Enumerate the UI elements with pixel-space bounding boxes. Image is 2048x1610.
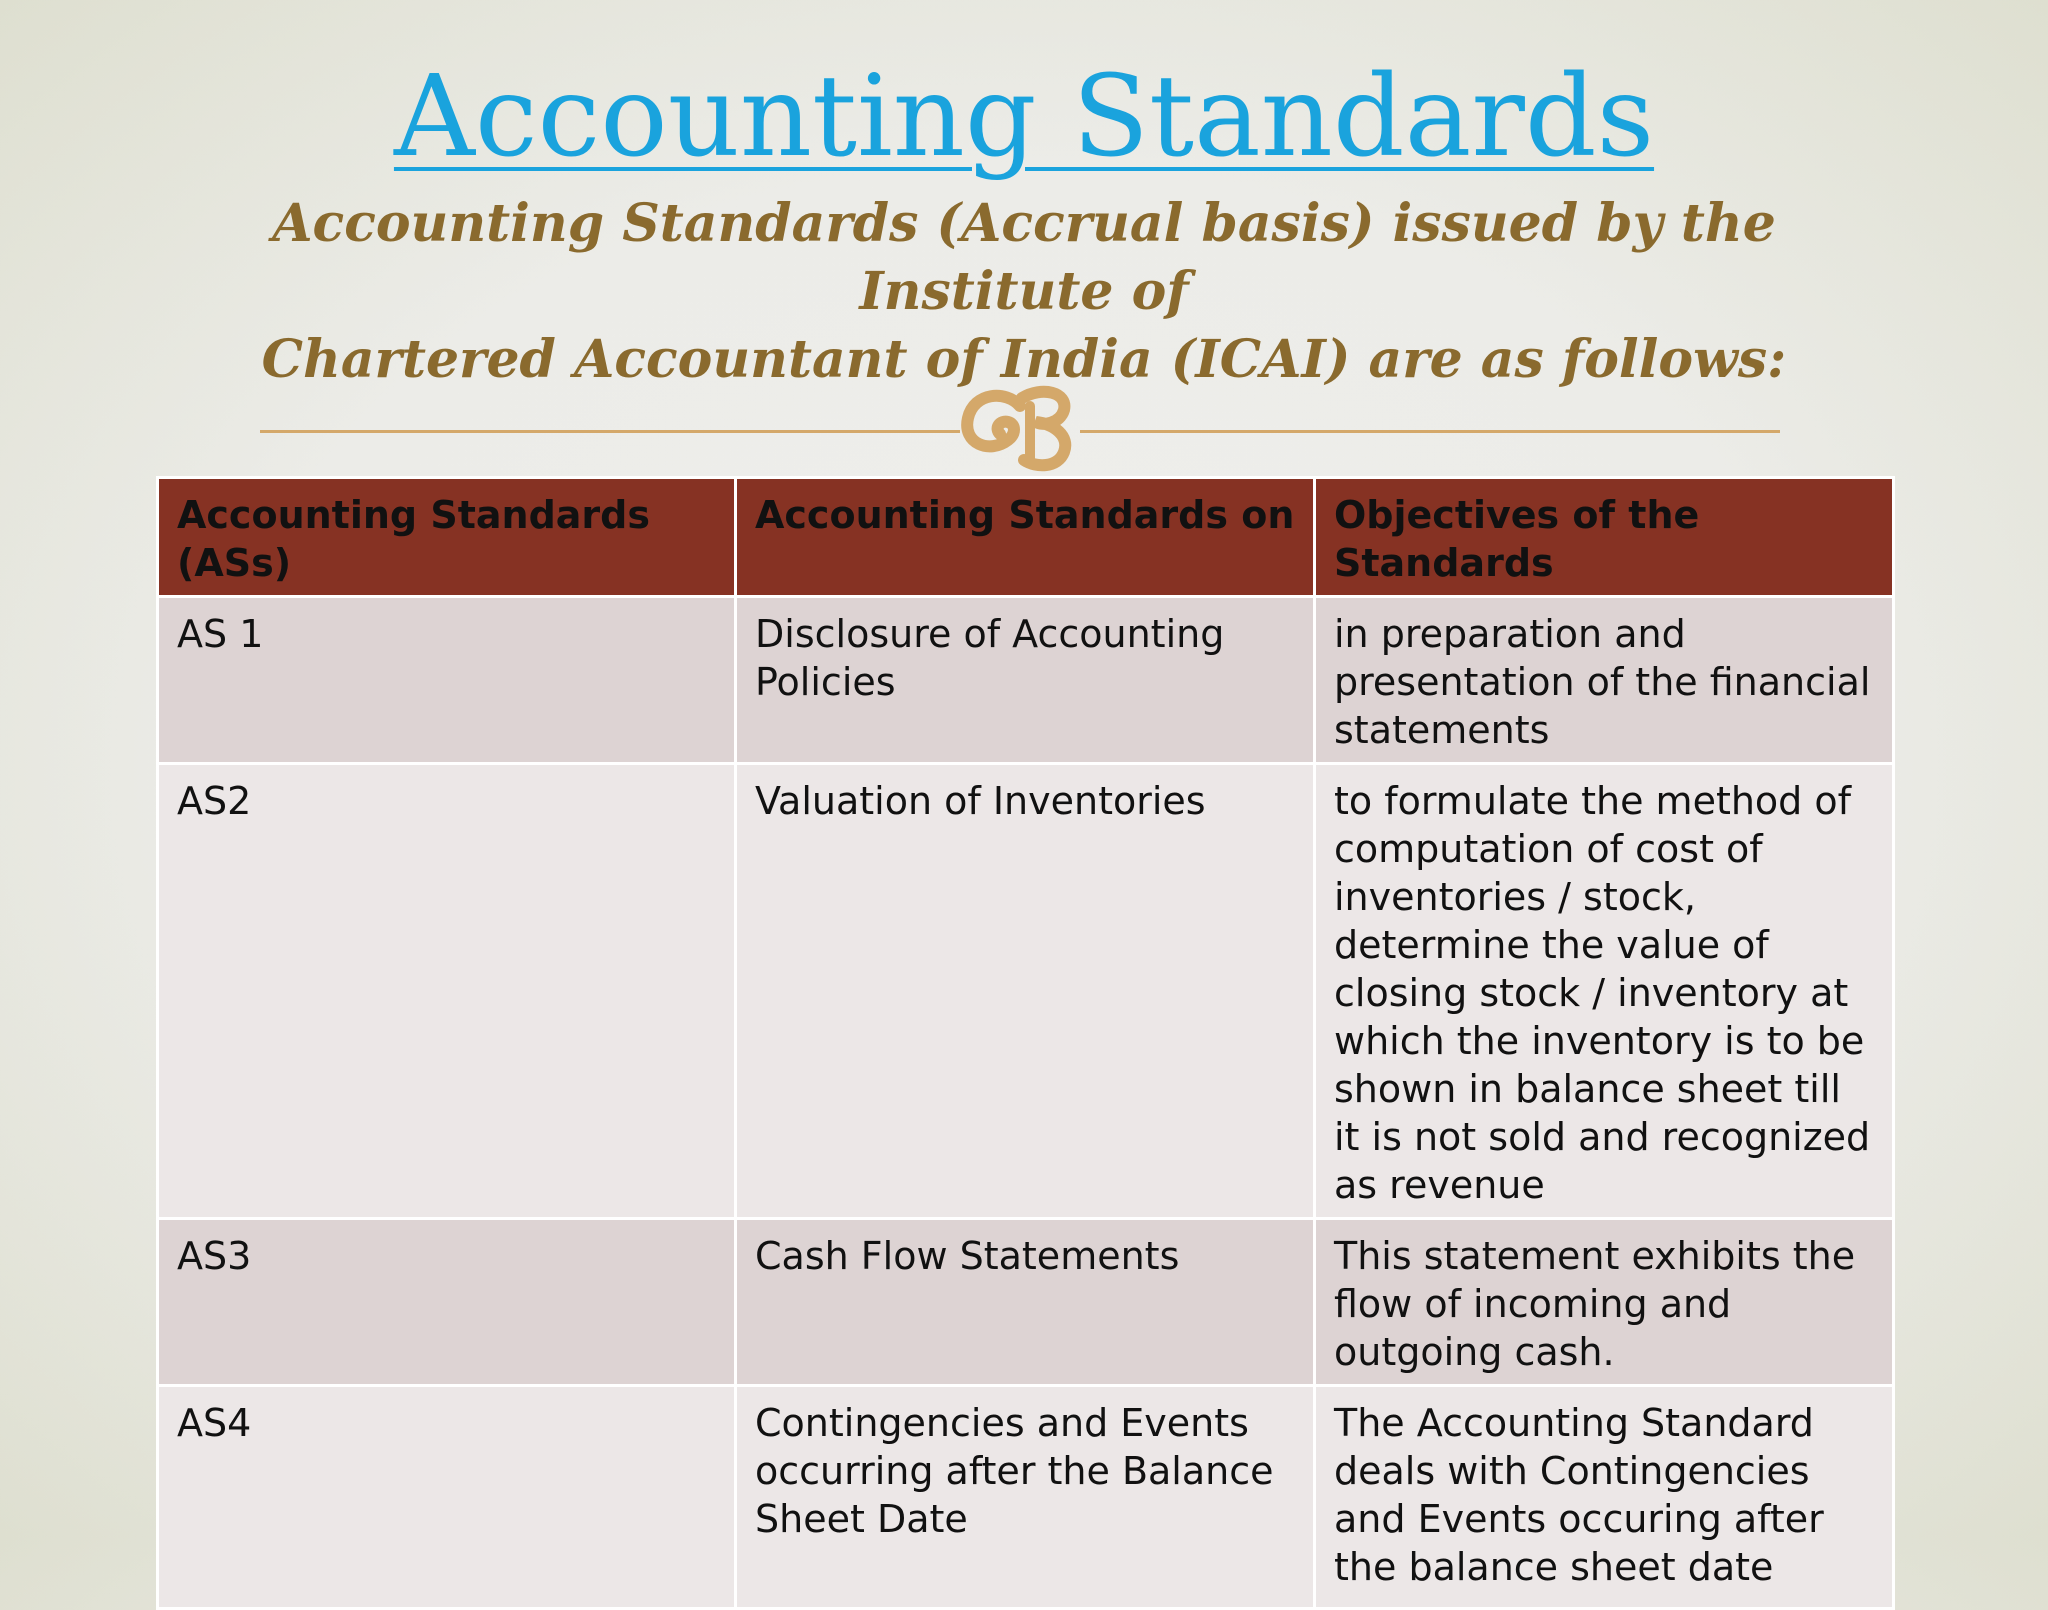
cell-standard: AS3 (158, 1219, 736, 1386)
cell-standard: AS 1 (158, 597, 736, 764)
header-objectives: Objectives of the Standards (1315, 478, 1894, 597)
table-header-row (158, 478, 1894, 597)
cell-topic: Contingencies and Events occurring after the Balance Sheet Date (736, 1386, 1315, 1609)
subtitle-line-2: Chartered Accountant of India (ICAI) are as follows: (261, 329, 1787, 390)
header-standards-on: Accounting Standards on (736, 478, 1315, 597)
slide-title-text: Accounting Standards (393, 52, 1655, 182)
accounting-standards-table (156, 476, 1895, 1610)
cell-standard: AS2 (158, 764, 736, 1219)
table-row (158, 597, 1894, 764)
divider-line-right (1080, 430, 1780, 433)
header-standards: Accounting Standards (ASs) (158, 478, 736, 597)
table-row (158, 764, 1894, 1219)
divider-line-left (260, 430, 960, 433)
cell-objective: This statement exhibits the flow of incoming and outgoing cash. (1315, 1219, 1894, 1386)
cell-topic: Cash Flow Statements (736, 1219, 1315, 1386)
ornamental-divider (260, 380, 1780, 470)
slide-subtitle (180, 190, 1868, 394)
cell-topic: Disclosure of Accounting Policies (736, 597, 1315, 764)
subtitle-line-1: Accounting Standards (Accrual basis) issued by the Institute of (272, 193, 1776, 322)
slide-title (0, 52, 2048, 182)
table-row (158, 1386, 1894, 1609)
cell-objective: The Accounting Standard deals with Contingencies and Events occuring after the balance sheet date (1315, 1386, 1894, 1609)
flourish-ornament-icon (950, 376, 1090, 472)
cell-topic: Valuation of Inventories (736, 764, 1315, 1219)
cell-objective: to formulate the method of computation of cost of inventories / stock, determine the value of closing stock / inventory at which the inventory is to be shown in balance sheet till it is not sold and recognized as revenue (1315, 764, 1894, 1219)
cell-objective: in preparation and presentation of the financial statements (1315, 597, 1894, 764)
cell-standard: AS4 (158, 1386, 736, 1609)
table-row (158, 1219, 1894, 1386)
